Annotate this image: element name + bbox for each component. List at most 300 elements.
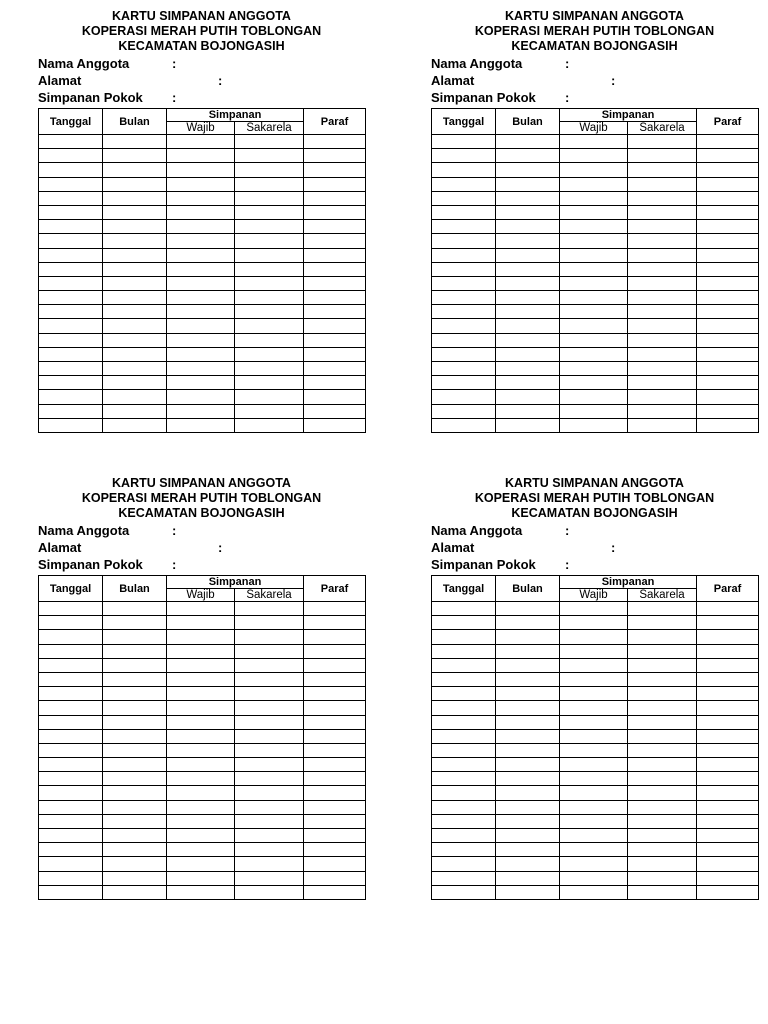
cell-tanggal[interactable] [432,715,496,729]
cell-tanggal[interactable] [432,786,496,800]
cell-bulan[interactable] [496,885,560,899]
cell-paraf[interactable] [697,701,759,715]
cell-wajib[interactable] [167,644,235,658]
cell-tanggal[interactable] [432,149,496,163]
cell-sakarela[interactable] [628,376,697,390]
cell-sakarela[interactable] [235,163,304,177]
cell-tanggal[interactable] [432,843,496,857]
cell-tanggal[interactable] [432,729,496,743]
cell-paraf[interactable] [697,333,759,347]
cell-paraf[interactable] [304,687,366,701]
cell-paraf[interactable] [697,672,759,686]
cell-tanggal[interactable] [39,404,103,418]
cell-bulan[interactable] [496,234,560,248]
cell-bulan[interactable] [103,305,167,319]
cell-paraf[interactable] [697,262,759,276]
cell-paraf[interactable] [697,758,759,772]
cell-bulan[interactable] [103,404,167,418]
cell-wajib[interactable] [167,362,235,376]
cell-sakarela[interactable] [235,135,304,149]
cell-paraf[interactable] [304,205,366,219]
cell-sakarela[interactable] [628,404,697,418]
cell-bulan[interactable] [103,687,167,701]
cell-sakarela[interactable] [628,234,697,248]
cell-sakarela[interactable] [235,347,304,361]
cell-bulan[interactable] [103,319,167,333]
cell-bulan[interactable] [103,390,167,404]
cell-paraf[interactable] [304,404,366,418]
cell-sakarela[interactable] [235,205,304,219]
cell-bulan[interactable] [496,800,560,814]
cell-tanggal[interactable] [39,418,103,432]
cell-paraf[interactable] [697,616,759,630]
cell-sakarela[interactable] [235,885,304,899]
cell-wajib[interactable] [167,248,235,262]
cell-tanggal[interactable] [432,644,496,658]
cell-tanggal[interactable] [39,177,103,191]
cell-bulan[interactable] [496,672,560,686]
cell-sakarela[interactable] [235,786,304,800]
cell-wajib[interactable] [560,758,628,772]
cell-wajib[interactable] [560,333,628,347]
cell-tanggal[interactable] [39,205,103,219]
cell-tanggal[interactable] [432,857,496,871]
cell-wajib[interactable] [560,729,628,743]
cell-sakarela[interactable] [628,149,697,163]
cell-sakarela[interactable] [628,885,697,899]
field-nama-anggota[interactable] [431,522,758,539]
cell-paraf[interactable] [697,163,759,177]
cell-tanggal[interactable] [39,843,103,857]
cell-sakarela[interactable] [235,404,304,418]
cell-sakarela[interactable] [235,672,304,686]
cell-tanggal[interactable] [39,220,103,234]
cell-sakarela[interactable] [628,786,697,800]
cell-bulan[interactable] [496,319,560,333]
cell-paraf[interactable] [697,687,759,701]
cell-paraf[interactable] [697,800,759,814]
cell-paraf[interactable] [304,220,366,234]
cell-wajib[interactable] [167,715,235,729]
cell-wajib[interactable] [560,743,628,757]
cell-tanggal[interactable] [39,234,103,248]
cell-bulan[interactable] [496,177,560,191]
field-alamat[interactable] [431,72,758,89]
cell-tanggal[interactable] [39,333,103,347]
cell-sakarela[interactable] [235,602,304,616]
cell-wajib[interactable] [560,658,628,672]
cell-bulan[interactable] [103,658,167,672]
cell-wajib[interactable] [167,390,235,404]
cell-wajib[interactable] [560,630,628,644]
cell-tanggal[interactable] [432,276,496,290]
cell-tanggal[interactable] [432,248,496,262]
cell-paraf[interactable] [697,857,759,871]
cell-sakarela[interactable] [628,291,697,305]
cell-paraf[interactable] [697,234,759,248]
cell-paraf[interactable] [304,305,366,319]
cell-tanggal[interactable] [432,418,496,432]
cell-paraf[interactable] [304,814,366,828]
field-alamat[interactable] [431,539,758,556]
cell-tanggal[interactable] [39,644,103,658]
cell-wajib[interactable] [167,857,235,871]
cell-tanggal[interactable] [432,800,496,814]
cell-paraf[interactable] [697,418,759,432]
cell-paraf[interactable] [697,291,759,305]
cell-tanggal[interactable] [39,786,103,800]
cell-tanggal[interactable] [432,262,496,276]
cell-tanggal[interactable] [432,319,496,333]
cell-sakarela[interactable] [235,149,304,163]
cell-bulan[interactable] [103,772,167,786]
cell-tanggal[interactable] [39,305,103,319]
cell-bulan[interactable] [103,276,167,290]
cell-tanggal[interactable] [39,871,103,885]
cell-paraf[interactable] [304,644,366,658]
cell-bulan[interactable] [496,390,560,404]
cell-paraf[interactable] [697,743,759,757]
cell-bulan[interactable] [496,191,560,205]
cell-wajib[interactable] [167,758,235,772]
cell-bulan[interactable] [103,729,167,743]
cell-bulan[interactable] [103,149,167,163]
cell-sakarela[interactable] [628,743,697,757]
cell-wajib[interactable] [167,800,235,814]
cell-paraf[interactable] [697,248,759,262]
cell-sakarela[interactable] [235,758,304,772]
cell-sakarela[interactable] [235,644,304,658]
cell-paraf[interactable] [304,248,366,262]
cell-wajib[interactable] [167,687,235,701]
cell-bulan[interactable] [103,843,167,857]
cell-wajib[interactable] [560,220,628,234]
cell-wajib[interactable] [167,871,235,885]
cell-paraf[interactable] [697,786,759,800]
cell-sakarela[interactable] [628,276,697,290]
cell-sakarela[interactable] [628,814,697,828]
cell-sakarela[interactable] [628,672,697,686]
cell-wajib[interactable] [167,404,235,418]
cell-wajib[interactable] [560,871,628,885]
cell-bulan[interactable] [496,362,560,376]
cell-bulan[interactable] [496,404,560,418]
cell-bulan[interactable] [496,758,560,772]
cell-sakarela[interactable] [628,644,697,658]
cell-wajib[interactable] [167,376,235,390]
cell-wajib[interactable] [167,149,235,163]
cell-wajib[interactable] [560,362,628,376]
cell-wajib[interactable] [167,163,235,177]
cell-paraf[interactable] [304,871,366,885]
cell-bulan[interactable] [103,262,167,276]
cell-sakarela[interactable] [628,362,697,376]
cell-bulan[interactable] [496,616,560,630]
cell-wajib[interactable] [560,205,628,219]
cell-paraf[interactable] [304,291,366,305]
cell-sakarela[interactable] [628,177,697,191]
cell-sakarela[interactable] [235,743,304,757]
cell-wajib[interactable] [167,333,235,347]
cell-sakarela[interactable] [235,658,304,672]
cell-bulan[interactable] [496,701,560,715]
cell-tanggal[interactable] [39,616,103,630]
cell-paraf[interactable] [697,602,759,616]
cell-tanggal[interactable] [432,885,496,899]
cell-paraf[interactable] [697,205,759,219]
cell-sakarela[interactable] [235,291,304,305]
cell-bulan[interactable] [496,687,560,701]
cell-sakarela[interactable] [628,772,697,786]
cell-wajib[interactable] [560,885,628,899]
cell-paraf[interactable] [304,630,366,644]
cell-paraf[interactable] [304,362,366,376]
cell-bulan[interactable] [103,205,167,219]
cell-wajib[interactable] [560,305,628,319]
cell-paraf[interactable] [304,135,366,149]
cell-wajib[interactable] [167,658,235,672]
cell-wajib[interactable] [560,390,628,404]
cell-wajib[interactable] [560,276,628,290]
cell-tanggal[interactable] [39,602,103,616]
cell-bulan[interactable] [496,630,560,644]
cell-sakarela[interactable] [235,220,304,234]
cell-bulan[interactable] [496,743,560,757]
cell-bulan[interactable] [496,418,560,432]
cell-bulan[interactable] [103,362,167,376]
cell-wajib[interactable] [167,672,235,686]
cell-wajib[interactable] [167,786,235,800]
cell-wajib[interactable] [167,262,235,276]
cell-sakarela[interactable] [628,191,697,205]
cell-sakarela[interactable] [628,729,697,743]
cell-bulan[interactable] [103,715,167,729]
cell-tanggal[interactable] [39,715,103,729]
cell-tanggal[interactable] [432,191,496,205]
cell-wajib[interactable] [167,701,235,715]
cell-paraf[interactable] [304,319,366,333]
cell-paraf[interactable] [304,885,366,899]
cell-wajib[interactable] [560,319,628,333]
cell-sakarela[interactable] [628,333,697,347]
cell-bulan[interactable] [496,829,560,843]
cell-sakarela[interactable] [628,715,697,729]
cell-bulan[interactable] [496,262,560,276]
cell-wajib[interactable] [167,347,235,361]
cell-wajib[interactable] [560,234,628,248]
cell-sakarela[interactable] [235,701,304,715]
cell-tanggal[interactable] [432,672,496,686]
cell-bulan[interactable] [103,786,167,800]
cell-bulan[interactable] [103,800,167,814]
cell-tanggal[interactable] [39,687,103,701]
cell-tanggal[interactable] [39,701,103,715]
cell-bulan[interactable] [496,729,560,743]
cell-paraf[interactable] [304,729,366,743]
cell-paraf[interactable] [697,814,759,828]
cell-tanggal[interactable] [432,376,496,390]
cell-paraf[interactable] [304,602,366,616]
cell-tanggal[interactable] [39,758,103,772]
cell-paraf[interactable] [304,829,366,843]
cell-bulan[interactable] [103,248,167,262]
cell-sakarela[interactable] [628,248,697,262]
cell-tanggal[interactable] [432,404,496,418]
cell-sakarela[interactable] [235,276,304,290]
cell-sakarela[interactable] [235,177,304,191]
cell-tanggal[interactable] [432,163,496,177]
cell-wajib[interactable] [167,602,235,616]
cell-wajib[interactable] [560,644,628,658]
cell-wajib[interactable] [560,602,628,616]
cell-paraf[interactable] [697,644,759,658]
cell-bulan[interactable] [496,814,560,828]
cell-tanggal[interactable] [432,291,496,305]
cell-bulan[interactable] [103,630,167,644]
cell-tanggal[interactable] [432,616,496,630]
cell-tanggal[interactable] [39,248,103,262]
cell-wajib[interactable] [560,347,628,361]
cell-tanggal[interactable] [432,829,496,843]
cell-sakarela[interactable] [235,857,304,871]
cell-tanggal[interactable] [432,758,496,772]
cell-paraf[interactable] [304,177,366,191]
field-nama-anggota[interactable] [38,55,365,72]
cell-tanggal[interactable] [432,871,496,885]
cell-wajib[interactable] [560,262,628,276]
cell-wajib[interactable] [560,149,628,163]
cell-paraf[interactable] [697,729,759,743]
cell-tanggal[interactable] [39,729,103,743]
cell-paraf[interactable] [304,715,366,729]
cell-sakarela[interactable] [628,163,697,177]
cell-bulan[interactable] [103,829,167,843]
cell-wajib[interactable] [560,715,628,729]
cell-wajib[interactable] [167,743,235,757]
cell-wajib[interactable] [560,829,628,843]
cell-tanggal[interactable] [432,814,496,828]
cell-sakarela[interactable] [628,135,697,149]
cell-bulan[interactable] [103,418,167,432]
field-nama-anggota[interactable] [38,522,365,539]
cell-tanggal[interactable] [39,672,103,686]
cell-paraf[interactable] [697,630,759,644]
cell-sakarela[interactable] [628,829,697,843]
cell-sakarela[interactable] [628,843,697,857]
cell-wajib[interactable] [167,177,235,191]
cell-bulan[interactable] [103,333,167,347]
cell-paraf[interactable] [304,376,366,390]
cell-sakarela[interactable] [235,234,304,248]
cell-paraf[interactable] [697,404,759,418]
cell-tanggal[interactable] [39,376,103,390]
cell-paraf[interactable] [697,715,759,729]
cell-bulan[interactable] [103,871,167,885]
cell-wajib[interactable] [167,418,235,432]
cell-wajib[interactable] [167,630,235,644]
cell-paraf[interactable] [304,347,366,361]
cell-sakarela[interactable] [628,220,697,234]
cell-bulan[interactable] [496,135,560,149]
cell-paraf[interactable] [304,234,366,248]
cell-paraf[interactable] [304,616,366,630]
cell-bulan[interactable] [103,857,167,871]
cell-bulan[interactable] [103,644,167,658]
cell-sakarela[interactable] [235,871,304,885]
cell-wajib[interactable] [560,191,628,205]
cell-sakarela[interactable] [628,701,697,715]
cell-bulan[interactable] [496,772,560,786]
cell-tanggal[interactable] [39,829,103,843]
cell-wajib[interactable] [560,248,628,262]
cell-paraf[interactable] [304,772,366,786]
cell-bulan[interactable] [496,205,560,219]
cell-paraf[interactable] [697,829,759,843]
cell-wajib[interactable] [560,687,628,701]
cell-tanggal[interactable] [432,687,496,701]
cell-tanggal[interactable] [432,630,496,644]
cell-paraf[interactable] [697,843,759,857]
cell-tanggal[interactable] [432,333,496,347]
cell-sakarela[interactable] [235,248,304,262]
cell-paraf[interactable] [697,149,759,163]
cell-paraf[interactable] [304,800,366,814]
cell-wajib[interactable] [560,672,628,686]
cell-paraf[interactable] [304,333,366,347]
cell-bulan[interactable] [496,871,560,885]
cell-bulan[interactable] [496,857,560,871]
cell-sakarela[interactable] [628,205,697,219]
cell-wajib[interactable] [560,418,628,432]
cell-tanggal[interactable] [432,135,496,149]
cell-sakarela[interactable] [628,658,697,672]
cell-wajib[interactable] [167,305,235,319]
field-alamat[interactable] [38,72,365,89]
field-alamat[interactable] [38,539,365,556]
cell-bulan[interactable] [496,347,560,361]
cell-sakarela[interactable] [628,418,697,432]
cell-bulan[interactable] [496,163,560,177]
cell-tanggal[interactable] [39,191,103,205]
cell-tanggal[interactable] [39,149,103,163]
cell-tanggal[interactable] [432,347,496,361]
cell-wajib[interactable] [560,163,628,177]
cell-wajib[interactable] [560,772,628,786]
cell-wajib[interactable] [167,135,235,149]
cell-tanggal[interactable] [432,205,496,219]
cell-tanggal[interactable] [39,262,103,276]
cell-tanggal[interactable] [39,390,103,404]
cell-paraf[interactable] [697,276,759,290]
cell-sakarela[interactable] [628,305,697,319]
cell-bulan[interactable] [103,376,167,390]
cell-wajib[interactable] [167,814,235,828]
cell-wajib[interactable] [560,701,628,715]
cell-paraf[interactable] [304,743,366,757]
cell-tanggal[interactable] [39,319,103,333]
cell-bulan[interactable] [103,743,167,757]
cell-sakarela[interactable] [235,829,304,843]
cell-wajib[interactable] [167,772,235,786]
cell-tanggal[interactable] [39,291,103,305]
cell-tanggal[interactable] [39,630,103,644]
cell-paraf[interactable] [304,658,366,672]
cell-paraf[interactable] [697,305,759,319]
cell-paraf[interactable] [304,149,366,163]
cell-paraf[interactable] [304,276,366,290]
cell-sakarela[interactable] [628,390,697,404]
cell-paraf[interactable] [304,672,366,686]
